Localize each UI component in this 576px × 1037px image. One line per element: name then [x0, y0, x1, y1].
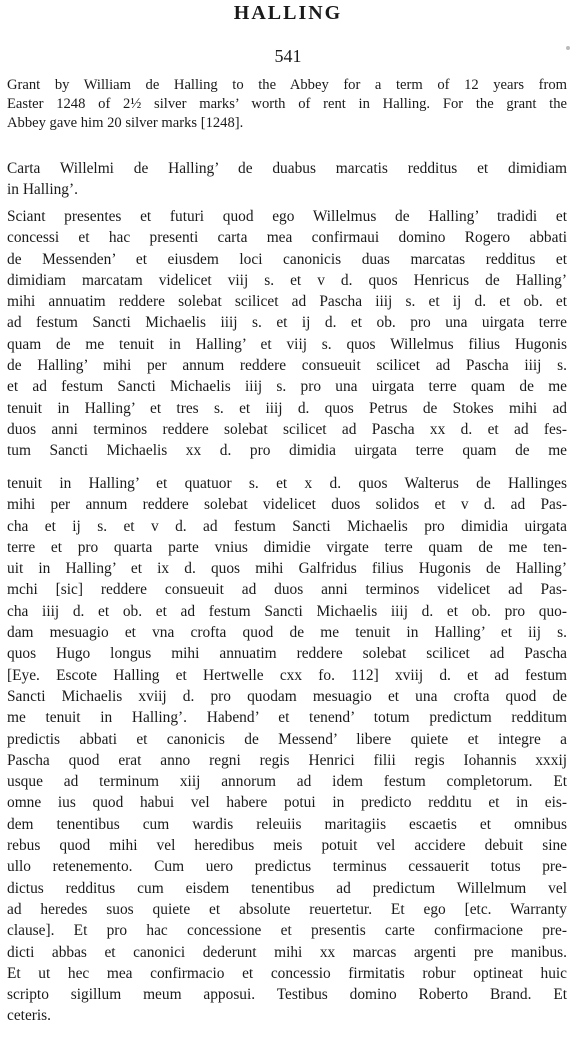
text-line: de Messenden’ et eiusdem loci canonicis duas marcatas redditus et [7, 250, 567, 268]
entry-number: 541 [274, 46, 302, 66]
text-line: de Halling’ mihi per annum reddere consueuit scilicet ad Pascha iiij s. [7, 357, 567, 375]
text-line: scripto sigillum meum apposui. Testibus domino Roberto Brand. Et [7, 986, 567, 1004]
text-line: quos Hugo longus mihi annuatim reddere solebat scilicet ad Pascha [7, 645, 567, 663]
text-line: usque ad terminum xiij annorum ad idem festum completorum. Et [7, 773, 567, 791]
text-line: terre et pro quarta parte vnius dimidie virgate terre quam de me ten- [7, 538, 567, 556]
heading-line: in Halling’. [7, 181, 78, 198]
summary-line: Grant by William de Halling to the Abbey for a term of 12 years from [7, 77, 567, 93]
text-line: Sancti Michaelis xviij d. pro quodam mesuagio et una crofta quod de [7, 687, 567, 705]
summary-line: Abbey gave him 20 silver marks [1248]. [7, 115, 244, 131]
text-line: dem tenentibus cum wardis releuiis maritagiis escaetis et omnibus [7, 815, 567, 833]
text-line: me tenuit in Halling’. Habend’ et tenend’ totum predictum redditum [7, 709, 567, 727]
charter-heading [7, 158, 567, 200]
text-line: dimidiam marcatam videlicet viij s. et v d. quos Henricus de Halling’ [7, 271, 567, 289]
text-line: tenuit in Halling’ et quatuor s. et x d. quos Walterus de Hallinges [7, 475, 567, 492]
text-line: predictis abbati et canonicis de Messend’ libere quiete et integre a [7, 730, 567, 748]
text-line: Et ut hec mea confirmacio et concessio firmitatis robur optineat huic [7, 964, 567, 982]
text-line: quam de me tenuit in Halling’ et viij s. quos Willelmus filius Hugonis [7, 335, 567, 353]
charter-text-part1 [7, 206, 567, 462]
text-line: mihi annuatim reddere solebat scilicet ad Pascha iiij s. et ij d. et ob. et [7, 293, 567, 311]
text-line: dam mesuagio et vna crofta quod de me tenuit in Halling’ et iij s. [7, 624, 567, 642]
heading-line: Carta Willelmi de Halling’ de duabus marcatis redditus et dimidiam [7, 160, 567, 177]
text-line: concessi et hac presenti carta mea confirmaui domino Rogero abbati [7, 229, 567, 247]
text-line: mchi [sic] reddere consueuit ad duos anni terminos videlicet ad Pas- [7, 581, 567, 599]
text-line: et ad festum Sancti Michaelis iiij s. pro una uirgata terre quam de me [7, 378, 567, 396]
text-line: Sciant presentes et futuri quod ego Willelmus de Halling’ tradidi et [7, 208, 567, 225]
page-title: HALLING [233, 2, 343, 24]
summary-line: Easter 1248 of 2½ silver marks’ worth of rent in Halling. For the grant the [7, 96, 567, 112]
text-line: ad heredes suos quiete et absolute reuertetur. Et ego [etc. Warranty [7, 900, 567, 918]
charter-text-part2 [7, 473, 567, 1027]
text-line: [Eye. Escote Halling et Hertwelle cxx fo. 112] xviij d. et ad festum [7, 666, 567, 684]
text-line: ad festum Sancti Michaelis iiij s. et ij d. et ob. pro una uirgata terre [7, 314, 567, 332]
text-line: tum Sancti Michaelis xx d. pro dimidia uirgata terre quam de me [7, 442, 567, 460]
english-summary [7, 76, 567, 133]
text-line: dictus redditus cum eisdem tenentibus ad predictum Willelmum vel [7, 879, 567, 897]
margin-mark [566, 46, 570, 50]
text-line: mihi per annum reddere solebat videlicet duos solidos et v d. ad Pas- [7, 496, 567, 514]
text-line: cha et ij s. et v d. ad festum Sancti Michaelis pro dimidia uirgata [7, 517, 567, 535]
text-line: ullo retenemento. Cum uero predictus terminus cessauerit totus pre- [7, 858, 567, 876]
text-line: duos anni terminos reddere solebat scilicet ad Pascha xx d. et ad fes- [7, 420, 567, 438]
text-line: tenuit in Halling’ et tres s. et iiij d. quos Petrus de Stokes mihi ad [7, 399, 567, 417]
text-line: ceteris. [7, 1007, 52, 1025]
text-line: clause]. Et pro hac concessione et presentis carte confirmacione pre- [7, 922, 567, 940]
text-line: Pascha quod erat anno regni regis Henrici filii regis Iohannis xxxij [7, 751, 567, 769]
text-line: rebus quod mihi vel heredibus meis potuit vel accidere debuit sine [7, 837, 567, 855]
text-line: dicti abbas et canonici dederunt mihi xx marcas argenti pre manibus. [7, 943, 567, 961]
text-line: omne ius quod habui vel habere potui in predicto reddıtu et in eis- [7, 794, 567, 812]
text-line: cha iiij d. et ob. et ad festum Sancti Michaelis iiij d. et ob. pro quo- [7, 602, 567, 620]
text-line: uit in Halling’ et ix d. quos mihi Galfridus filius Hugonis de Halling’ [7, 560, 567, 578]
